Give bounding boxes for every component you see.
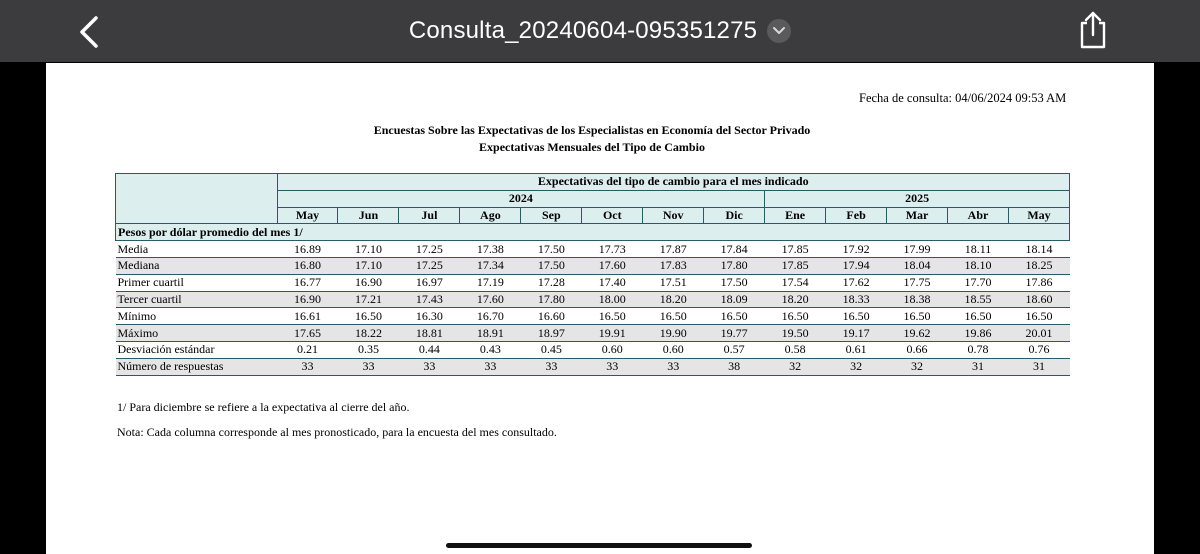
table-cell: 33: [338, 358, 399, 375]
table-cell: 16.50: [643, 308, 704, 325]
table-cell: 17.54: [765, 274, 826, 291]
table-row: [116, 358, 1070, 375]
table-cell: 18.20: [643, 291, 704, 308]
table-cell: 17.85: [765, 257, 826, 274]
row-label: Tercer cuartil: [116, 291, 278, 308]
table-cell: 17.38: [460, 241, 521, 258]
month-header: Sep: [521, 207, 582, 224]
home-indicator: [446, 543, 752, 548]
table-cell: 18.20: [765, 291, 826, 308]
table-cell: 18.60: [1008, 291, 1069, 308]
table-cell: 16.30: [399, 308, 460, 325]
table-cell: 33: [582, 358, 643, 375]
month-header: Feb: [826, 207, 887, 224]
table-cell: 33: [521, 358, 582, 375]
table-cell: 16.50: [582, 308, 643, 325]
table-cell: 33: [399, 358, 460, 375]
table-cell: 16.50: [948, 308, 1009, 325]
table-cell: 17.25: [399, 241, 460, 258]
table-row: [116, 274, 1070, 291]
year-header: 2025: [765, 190, 1070, 207]
table-cell: 16.89: [277, 241, 338, 258]
table-cell: 32: [887, 358, 948, 375]
table-cell: 19.91: [582, 325, 643, 342]
table-cell: 19.17: [826, 325, 887, 342]
month-header: May: [277, 207, 338, 224]
table-cell: 16.50: [338, 308, 399, 325]
table-cell: 17.25: [399, 257, 460, 274]
table-cell: 0.66: [887, 341, 948, 358]
top-toolbar: [0, 0, 1200, 62]
table-cell: 16.50: [826, 308, 887, 325]
table-row: [116, 291, 1070, 308]
table-cell: 18.22: [338, 325, 399, 342]
report-heading: Encuestas Sobre las Expectativas de los Especialistas en Economía del Sector Privado: [373, 123, 811, 137]
table-cell: 18.25: [1008, 257, 1069, 274]
table-header-row: [116, 174, 1070, 191]
table-corner: [116, 174, 278, 224]
report-subheading: Expectativas Mensuales del Tipo de Cambio: [479, 140, 705, 154]
table-cell: 18.33: [826, 291, 887, 308]
table-cell: 0.35: [338, 341, 399, 358]
query-date: Fecha de consulta: 04/06/2024 09:53 AM: [859, 91, 1067, 105]
table-row: [116, 308, 1070, 325]
table-cell: 16.50: [704, 308, 765, 325]
table-cell: 0.76: [1008, 341, 1069, 358]
table-cell: 17.34: [460, 257, 521, 274]
row-label: Mínimo: [116, 308, 278, 325]
table-cell: 16.50: [765, 308, 826, 325]
table-cell: 16.70: [460, 308, 521, 325]
table-cell: 16.97: [399, 274, 460, 291]
table-cell: 0.61: [826, 341, 887, 358]
table-cell: 0.60: [582, 341, 643, 358]
table-cell: 17.10: [338, 241, 399, 258]
table-cell: 17.19: [460, 274, 521, 291]
month-header: Dic: [704, 207, 765, 224]
month-header: Oct: [582, 207, 643, 224]
table-cell: 16.60: [521, 308, 582, 325]
table-cell: 18.38: [887, 291, 948, 308]
note: Nota: Cada columna corresponde al mes pronosticado, para la encuesta del mes consultado.: [117, 425, 557, 439]
table-cell: 18.09: [704, 291, 765, 308]
table-cell: 16.50: [887, 308, 948, 325]
month-header: Jun: [338, 207, 399, 224]
table-cell: 17.84: [704, 241, 765, 258]
table-cell: 18.81: [399, 325, 460, 342]
table-cell: 17.80: [521, 291, 582, 308]
table-cell: 0.44: [399, 341, 460, 358]
month-header: Mar: [887, 207, 948, 224]
title-area: [0, 0, 1200, 62]
table-cell: 17.80: [704, 257, 765, 274]
table-cell: 17.87: [643, 241, 704, 258]
chevron-down-icon: [772, 26, 786, 36]
table-cell: 18.55: [948, 291, 1009, 308]
table-cell: 17.50: [521, 257, 582, 274]
table-cell: 33: [277, 358, 338, 375]
table-cell: 17.62: [826, 274, 887, 291]
table-cell: 18.14: [1008, 241, 1069, 258]
share-button[interactable]: [1076, 10, 1110, 50]
table-cell: 17.73: [582, 241, 643, 258]
table-cell: 18.00: [582, 291, 643, 308]
document-title[interactable]: Consulta_20240604-095351275: [408, 17, 758, 44]
month-header: Ago: [460, 207, 521, 224]
table-cell: 18.91: [460, 325, 521, 342]
year-header: 2024: [277, 190, 765, 207]
table-cell: 33: [643, 358, 704, 375]
row-label: Número de respuestas: [116, 358, 278, 375]
title-menu-button[interactable]: [767, 19, 791, 43]
table-cell: 16.90: [277, 291, 338, 308]
table-cell: 17.85: [765, 241, 826, 258]
table-cell: 0.43: [460, 341, 521, 358]
table-cell: 16.61: [277, 308, 338, 325]
month-header: Nov: [643, 207, 704, 224]
table-cell: 32: [826, 358, 887, 375]
footnote: 1/ Para diciembre se refiere a la expectativa al cierre del año.: [117, 400, 410, 414]
table-cell: 16.77: [277, 274, 338, 291]
section-row: [116, 224, 1070, 241]
section-label: Pesos por dólar promedio del mes 1/: [116, 224, 1070, 241]
table-cell: 18.10: [948, 257, 1009, 274]
share-icon: [1076, 10, 1110, 50]
table-cell: 0.21: [277, 341, 338, 358]
table-cell: 17.99: [887, 241, 948, 258]
table-cell: 17.40: [582, 274, 643, 291]
super-header: Expectativas del tipo de cambio para el mes indicado: [277, 174, 1069, 191]
table-cell: 19.77: [704, 325, 765, 342]
table-cell: 38: [704, 358, 765, 375]
table-cell: 0.58: [765, 341, 826, 358]
table-cell: 17.60: [460, 291, 521, 308]
document-page: [46, 63, 1154, 554]
month-header: Abr: [948, 207, 1009, 224]
row-label: Primer cuartil: [116, 274, 278, 291]
table-cell: 16.80: [277, 257, 338, 274]
table-cell: 18.04: [887, 257, 948, 274]
table-cell: 32: [765, 358, 826, 375]
table-cell: 19.62: [887, 325, 948, 342]
table-cell: 0.60: [643, 341, 704, 358]
table-cell: 17.65: [277, 325, 338, 342]
row-label: Mediana: [116, 257, 278, 274]
table-cell: 17.60: [582, 257, 643, 274]
table-cell: 17.86: [1008, 274, 1069, 291]
table-cell: 18.11: [948, 241, 1009, 258]
table-cell: 19.90: [643, 325, 704, 342]
table-cell: 31: [1008, 358, 1069, 375]
table-row: [116, 341, 1070, 358]
row-label: Máximo: [116, 325, 278, 342]
table-cell: 17.94: [826, 257, 887, 274]
table-cell: 31: [948, 358, 1009, 375]
row-label: Media: [116, 241, 278, 258]
exchange-rate-table: [115, 173, 1070, 376]
table-cell: 17.21: [338, 291, 399, 308]
table-cell: 17.43: [399, 291, 460, 308]
table-cell: 0.57: [704, 341, 765, 358]
table-cell: 0.78: [948, 341, 1009, 358]
table-cell: 17.10: [338, 257, 399, 274]
table-cell: 19.50: [765, 325, 826, 342]
table-cell: 17.51: [643, 274, 704, 291]
table-cell: 0.45: [521, 341, 582, 358]
table-cell: 17.50: [521, 241, 582, 258]
table-cell: 19.86: [948, 325, 1009, 342]
table-cell: 18.97: [521, 325, 582, 342]
table-row: [116, 325, 1070, 342]
table-cell: 33: [460, 358, 521, 375]
month-header: Jul: [399, 207, 460, 224]
table-cell: 17.75: [887, 274, 948, 291]
month-header: Ene: [765, 207, 826, 224]
table-row: [116, 257, 1070, 274]
table-cell: 16.90: [338, 274, 399, 291]
table-cell: 16.50: [1008, 308, 1069, 325]
row-label: Desviación estándar: [116, 341, 278, 358]
table-cell: 17.70: [948, 274, 1009, 291]
table-row: [116, 241, 1070, 258]
table-cell: 17.92: [826, 241, 887, 258]
table-cell: 20.01: [1008, 325, 1069, 342]
table-cell: 17.28: [521, 274, 582, 291]
table-cell: 17.83: [643, 257, 704, 274]
month-header: May: [1008, 207, 1069, 224]
table-cell: 17.50: [704, 274, 765, 291]
